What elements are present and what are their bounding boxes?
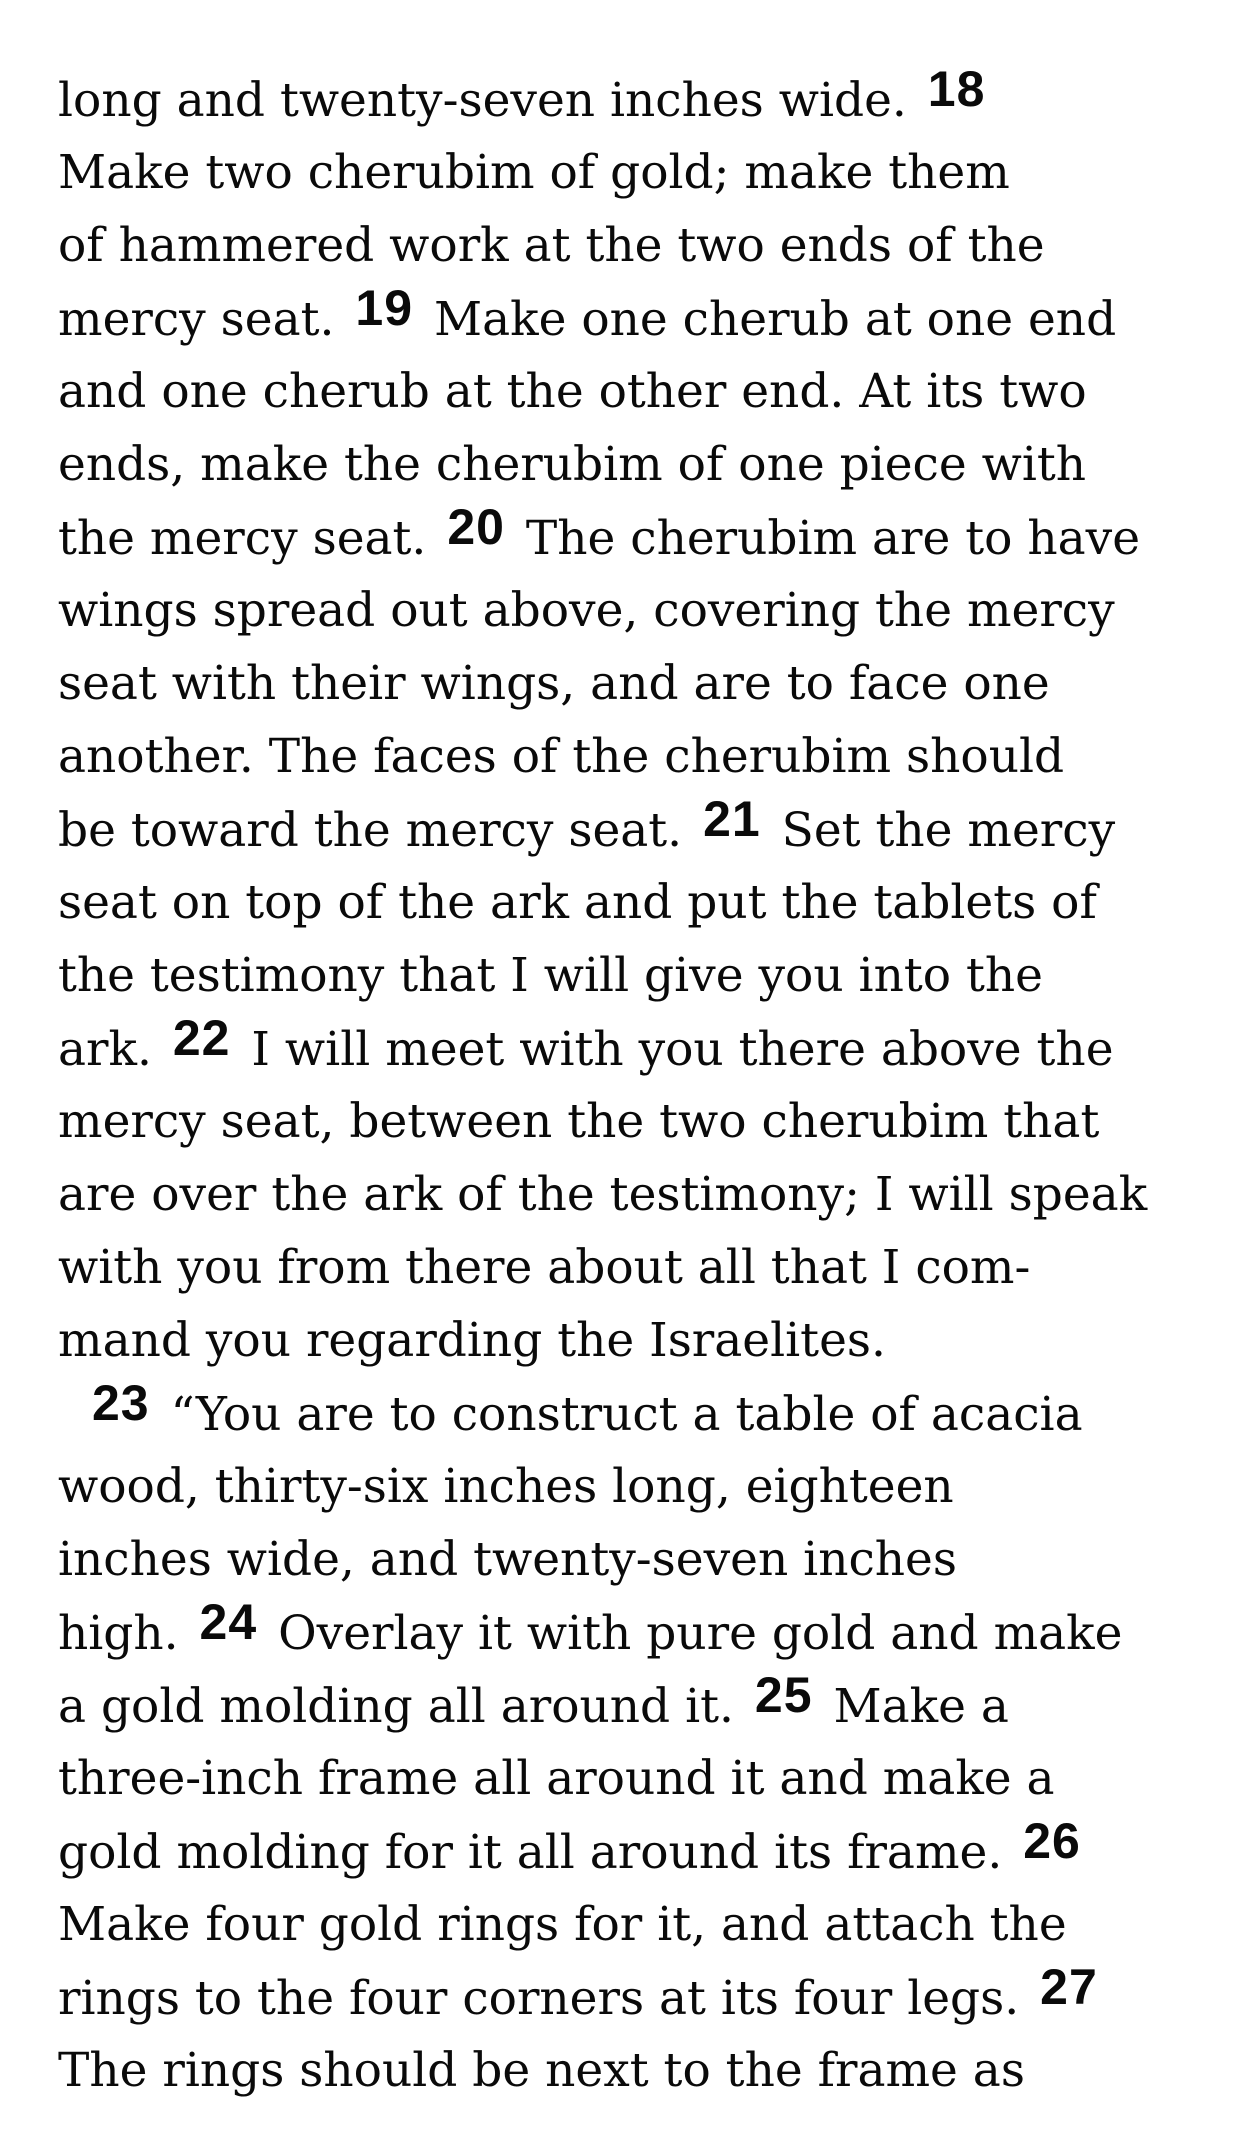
text-line [58,1961,1222,2034]
verse-number: 20 [447,499,505,555]
text-run: are over the ark of the testimony; I will speak [58,1167,1148,1222]
text-run: mercy seat, between the two cherubim that [58,1094,1100,1149]
verse-number: 26 [1023,1813,1081,1869]
text-line [58,1815,1222,1888]
text-line [58,1304,1222,1377]
text-run: high. [58,1606,194,1661]
text-run: wings spread out above, covering the mercy [58,583,1115,638]
verse-number: 22 [172,1010,231,1066]
text-line [58,647,1222,720]
text-run: The cherubim are to have [510,511,1141,566]
text-run: Make one cherub at one end [419,292,1117,347]
text-run: and one cherub at the other end. At its two [58,364,1087,419]
text-line [58,939,1222,1012]
text-line [58,1231,1222,1304]
text-run: be toward the mercy seat. [58,803,698,858]
text-run: mand you regarding the Israelites. [58,1313,886,1368]
text-line [58,1523,1222,1596]
text-line [58,136,1222,209]
text-run: wood, thirty-six inches long, eighteen [58,1459,954,1514]
text-run: gold molding for it all around its frame. [58,1825,1018,1880]
text-run: the mercy seat. [58,511,442,566]
text-line [58,355,1222,428]
text-line [58,1596,1222,1669]
text-line [58,63,1222,136]
text-run: ark. [58,1022,167,1077]
text-line [58,1085,1222,1158]
text-line [58,209,1222,282]
text-line [58,793,1222,866]
text-run: seat on top of the ark and put the tablets of [58,875,1097,930]
text-run: the testimony that I will give you into the [58,948,1043,1003]
text-line [58,501,1222,574]
text-line [58,720,1222,793]
text-run: Set the mercy [766,803,1116,858]
text-run: “You are to construct a table of acacia [155,1387,1083,1442]
text-run: with you from there about all that I com- [58,1240,1031,1295]
text-line [58,1377,1222,1450]
verse-number: 19 [355,280,414,336]
text-line [58,428,1222,501]
text-run: a gold molding all around it. [58,1679,749,1734]
text-run: Make two cherubim of gold; make them [58,145,1010,200]
text-run: rings to the four corners at its four legs. [58,1971,1035,2026]
text-line [58,1742,1222,1815]
text-run: ends, make the cherubim of one piece with [58,437,1087,492]
verse-number: 18 [927,61,986,117]
text-line [58,282,1222,355]
text-run: Make a [818,1679,1009,1734]
verse-number: 25 [754,1667,813,1723]
text-line [58,2034,1222,2107]
text-run: Overlay it with pure gold and make [263,1606,1123,1661]
text-run: I will meet with you there above the [236,1022,1114,1077]
text-run: three-inch frame all around it and make a [58,1751,1055,1806]
text-run: mercy seat. [58,292,350,347]
text-run: Make four gold rings for it, and attach the [58,1897,1067,1952]
verse-number: 21 [703,791,761,847]
text-line [58,1158,1222,1231]
text-run: long and twenty-seven inches wide. [58,73,922,128]
text-line [58,1012,1222,1085]
text-line [58,1669,1222,1742]
text-line [58,866,1222,939]
text-line [58,1888,1222,1961]
text-run: inches wide, and twenty-seven inches [58,1532,957,1587]
verse-number: 24 [199,1594,258,1650]
verse-number: 27 [1040,1959,1098,2015]
text-line [58,1450,1222,1523]
text-run: another. The faces of the cherubim should [58,729,1065,784]
text-line [58,574,1222,647]
text-run: of hammered work at the two ends of the [58,218,1045,273]
text-run: seat with their wings, and are to face one [58,656,1050,711]
text-run: The rings should be next to the frame as [58,2043,1025,2098]
verse-number: 23 [92,1375,150,1431]
